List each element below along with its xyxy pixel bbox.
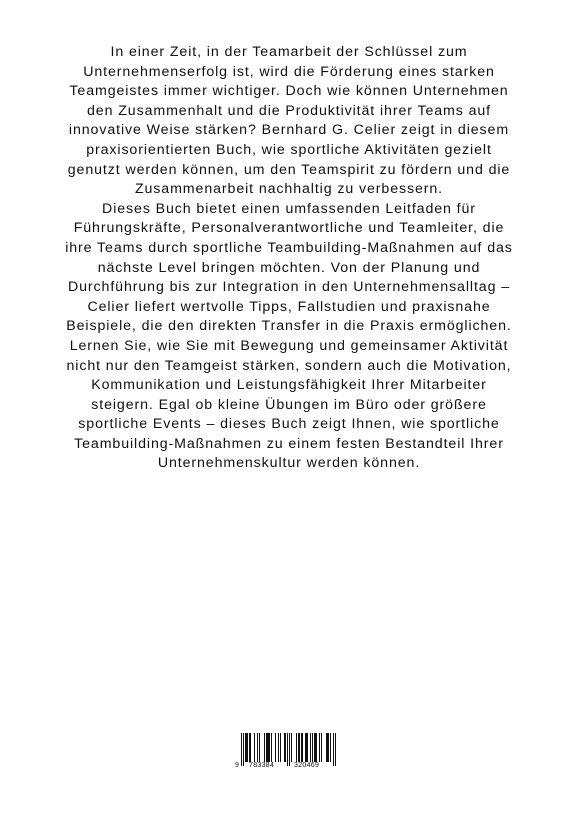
barcode-left-digits: 783384: [249, 762, 275, 769]
blurb-paragraph-2: Dieses Buch bietet einen umfassenden Leitfaden für Führungskräfte, Personalverantwortliche und Teamleiter, die ihre Teams durch sportliche Teambuilding-Maßnahmen auf das nächste Level bringen möchten. Von der Planung und Durchführung bis zur Integration in den Unternehmensalltag – Celier liefert wertvolle Tipps, Fallstudien und praxisnahe Beispiele, die den direkten Transfer in die Praxis ermöglichen.: [65, 200, 513, 335]
barcode-bar: [254, 733, 255, 762]
barcode-digits: [233, 762, 344, 772]
barcode-bar: [306, 733, 307, 762]
barcode-bar: [296, 733, 297, 762]
barcode-bar: [249, 733, 250, 762]
blurb-paragraph-1: In einer Zeit, in der Teamarbeit der Schlüssel zum Unternehmenserfolg ist, wird die Förderung eines starken Teamgeistes immer wichtiger. Doch wie können Unternehmen den Zusammenhalt und die Produktivität ihrer Teams auf innovative Weise stärken? Bernhard G. Celier zeigt in diesem praxisorientierten Buch, wie sportliche Aktivitäten gezielt genutzt werden können, um den Teamspirit zu fördern und die Zusammenarbeit nachhaltig zu verbessern.: [67, 44, 511, 198]
barcode-bar: [326, 733, 327, 762]
barcode-bar: [245, 733, 246, 762]
barcode-bar: [269, 733, 270, 762]
barcode-bar: [264, 733, 265, 762]
barcode-bar: [316, 733, 317, 762]
barcode-bar: [328, 733, 329, 762]
barcode-bar: [291, 733, 292, 762]
barcode-bar: [246, 733, 247, 762]
barcode-bar: [298, 733, 299, 762]
barcode-bar: [299, 733, 300, 762]
barcode-lead-digit: 9: [235, 762, 240, 769]
barcode-bar: [266, 733, 267, 762]
barcode-bar: [257, 733, 258, 762]
barcode-bar: [301, 733, 302, 762]
barcode-bar: [278, 733, 279, 762]
barcode-bar: [284, 733, 285, 762]
blurb-paragraph-3: Lernen Sie, wie Sie mit Bewegung und gemeinsamer Aktivität nicht nur den Teamgeist stärken, sondern auch die Motivation, Kommunikation und Leistungsfähigkeit Ihrer Mitarbeiter steigern. Egal ob kleine Übungen im Büro oder größere sportliche Events – dieses Buch zeigt Ihnen, wie sportliche Teambuilding-Maßnahmen zu einem festen Bestandteil Ihrer Unternehmenskultur werden können.: [66, 337, 512, 472]
barcode-bar: [271, 733, 272, 762]
isbn-barcode: [233, 733, 344, 771]
barcode-bar: [330, 733, 331, 762]
barcode-bar: [280, 733, 281, 762]
barcode-bar: [307, 733, 308, 762]
barcode-bar: [305, 733, 306, 762]
barcode-bar: [267, 733, 268, 762]
barcode-bar: [327, 733, 328, 762]
barcode-bar: [314, 733, 315, 762]
barcode-bar: [321, 733, 322, 762]
back-cover-blurb: [58, 43, 520, 474]
barcode-bar: [302, 733, 303, 762]
barcode-right-digits: 320469: [294, 762, 320, 769]
barcode-bar: [285, 733, 286, 762]
barcode-bar: [275, 733, 276, 762]
barcode-bar: [250, 733, 251, 762]
barcode-bar: [259, 733, 260, 762]
barcode-bar: [247, 733, 248, 762]
barcode-bar: [310, 733, 311, 762]
barcode-bar: [319, 733, 320, 762]
barcode-bar: [312, 733, 313, 762]
barcode-bar: [315, 733, 316, 762]
barcode-bar: [268, 733, 269, 762]
